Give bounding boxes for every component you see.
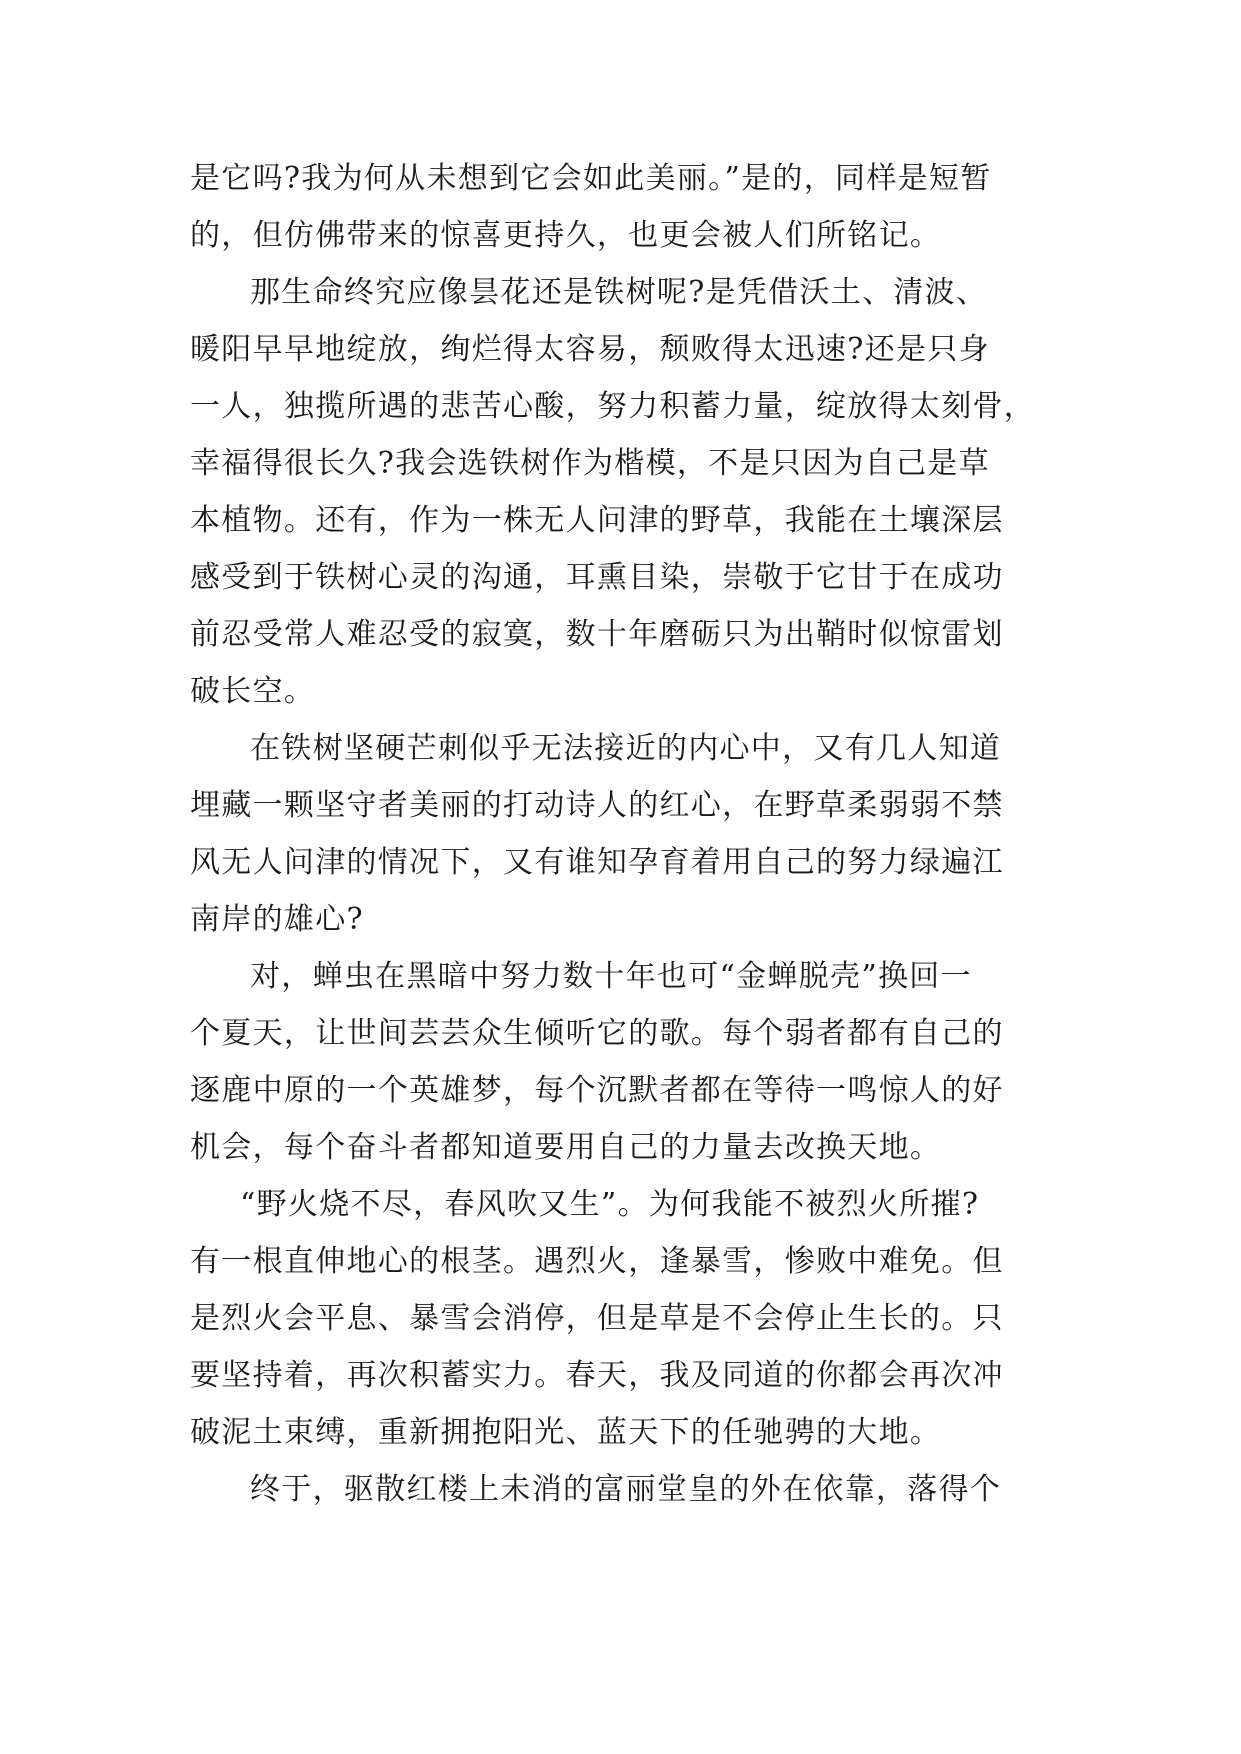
text-line: 有一根直伸地心的根茎。遇烈火，逢暴雪，惨败中难免。但 xyxy=(190,1244,1004,1279)
text-line: 那生命终究应像昙花还是铁树呢?是凭借沃土、清波、 xyxy=(250,275,988,310)
text-line: 个夏天，让世间芸芸众生倾听它的歌。每个弱者都有自己的 xyxy=(190,1016,1004,1051)
text-line: “野火烧不尽，春风吹又生”。为何我能不被烈火所摧? xyxy=(240,1187,980,1222)
text-line: 对，蝉虫在黑暗中努力数十年也可“金蝉脱壳”换回一 xyxy=(250,959,972,994)
text-line: 的，但仿佛带来的惊喜更持久，也更会被人们所铭记。 xyxy=(190,218,942,253)
text-line: 埋藏一颗坚守者美丽的打动诗人的红心，在野草柔弱弱不禁 xyxy=(190,788,1004,823)
text-line: 风无人问津的情况下，又有谁知孕育着用自己的努力绿遍江 xyxy=(190,845,1004,880)
text-line: 暖阳早早地绽放，绚烂得太容易，颓败得太迅速?还是只身 xyxy=(190,332,990,367)
text-line: 破泥土束缚，重新拥抱阳光、蓝天下的任驰骋的大地。 xyxy=(190,1415,942,1450)
text-line: 一人，独揽所遇的悲苦心酸，努力积蓄力量，绽放得太刻骨， xyxy=(190,389,1036,424)
body-text xyxy=(190,150,1060,1518)
text-line: 本植物。还有，作为一株无人问津的野草，我能在土壤深层 xyxy=(190,503,1004,538)
text-line: 是它吗?我为何从未想到它会如此美丽。”是的，同样是短暂 xyxy=(190,161,992,196)
text-line: 逐鹿中原的一个英雄梦，每个沉默者都在等待一鸣惊人的好 xyxy=(190,1073,1004,1108)
text-line: 幸福得很长久?我会选铁树作为楷模，不是只因为自己是草 xyxy=(190,446,990,481)
text-line: 要坚持着，再次积蓄实力。春天，我及同道的你都会再次冲 xyxy=(190,1358,1004,1393)
text-line: 南岸的雄心? xyxy=(190,902,364,937)
text-line: 机会，每个奋斗者都知道要用自己的力量去改换天地。 xyxy=(190,1130,942,1165)
text-line: 终于，驱散红楼上未消的富丽堂皇的外在依靠，落得个 xyxy=(250,1472,1002,1507)
text-line: 感受到于铁树心灵的沟通，耳熏目染，崇敬于它甘于在成功 xyxy=(190,560,1004,595)
text-line: 前忍受常人难忍受的寂寞，数十年磨砺只为出鞘时似惊雷划 xyxy=(190,617,1004,652)
text-line: 在铁树坚硬芒刺似乎无法接近的内心中，又有几人知道 xyxy=(250,731,1002,766)
text-line: 是烈火会平息、暴雪会消停，但是草是不会停止生长的。只 xyxy=(190,1301,1004,1336)
text-line: 破长空。 xyxy=(190,674,316,709)
